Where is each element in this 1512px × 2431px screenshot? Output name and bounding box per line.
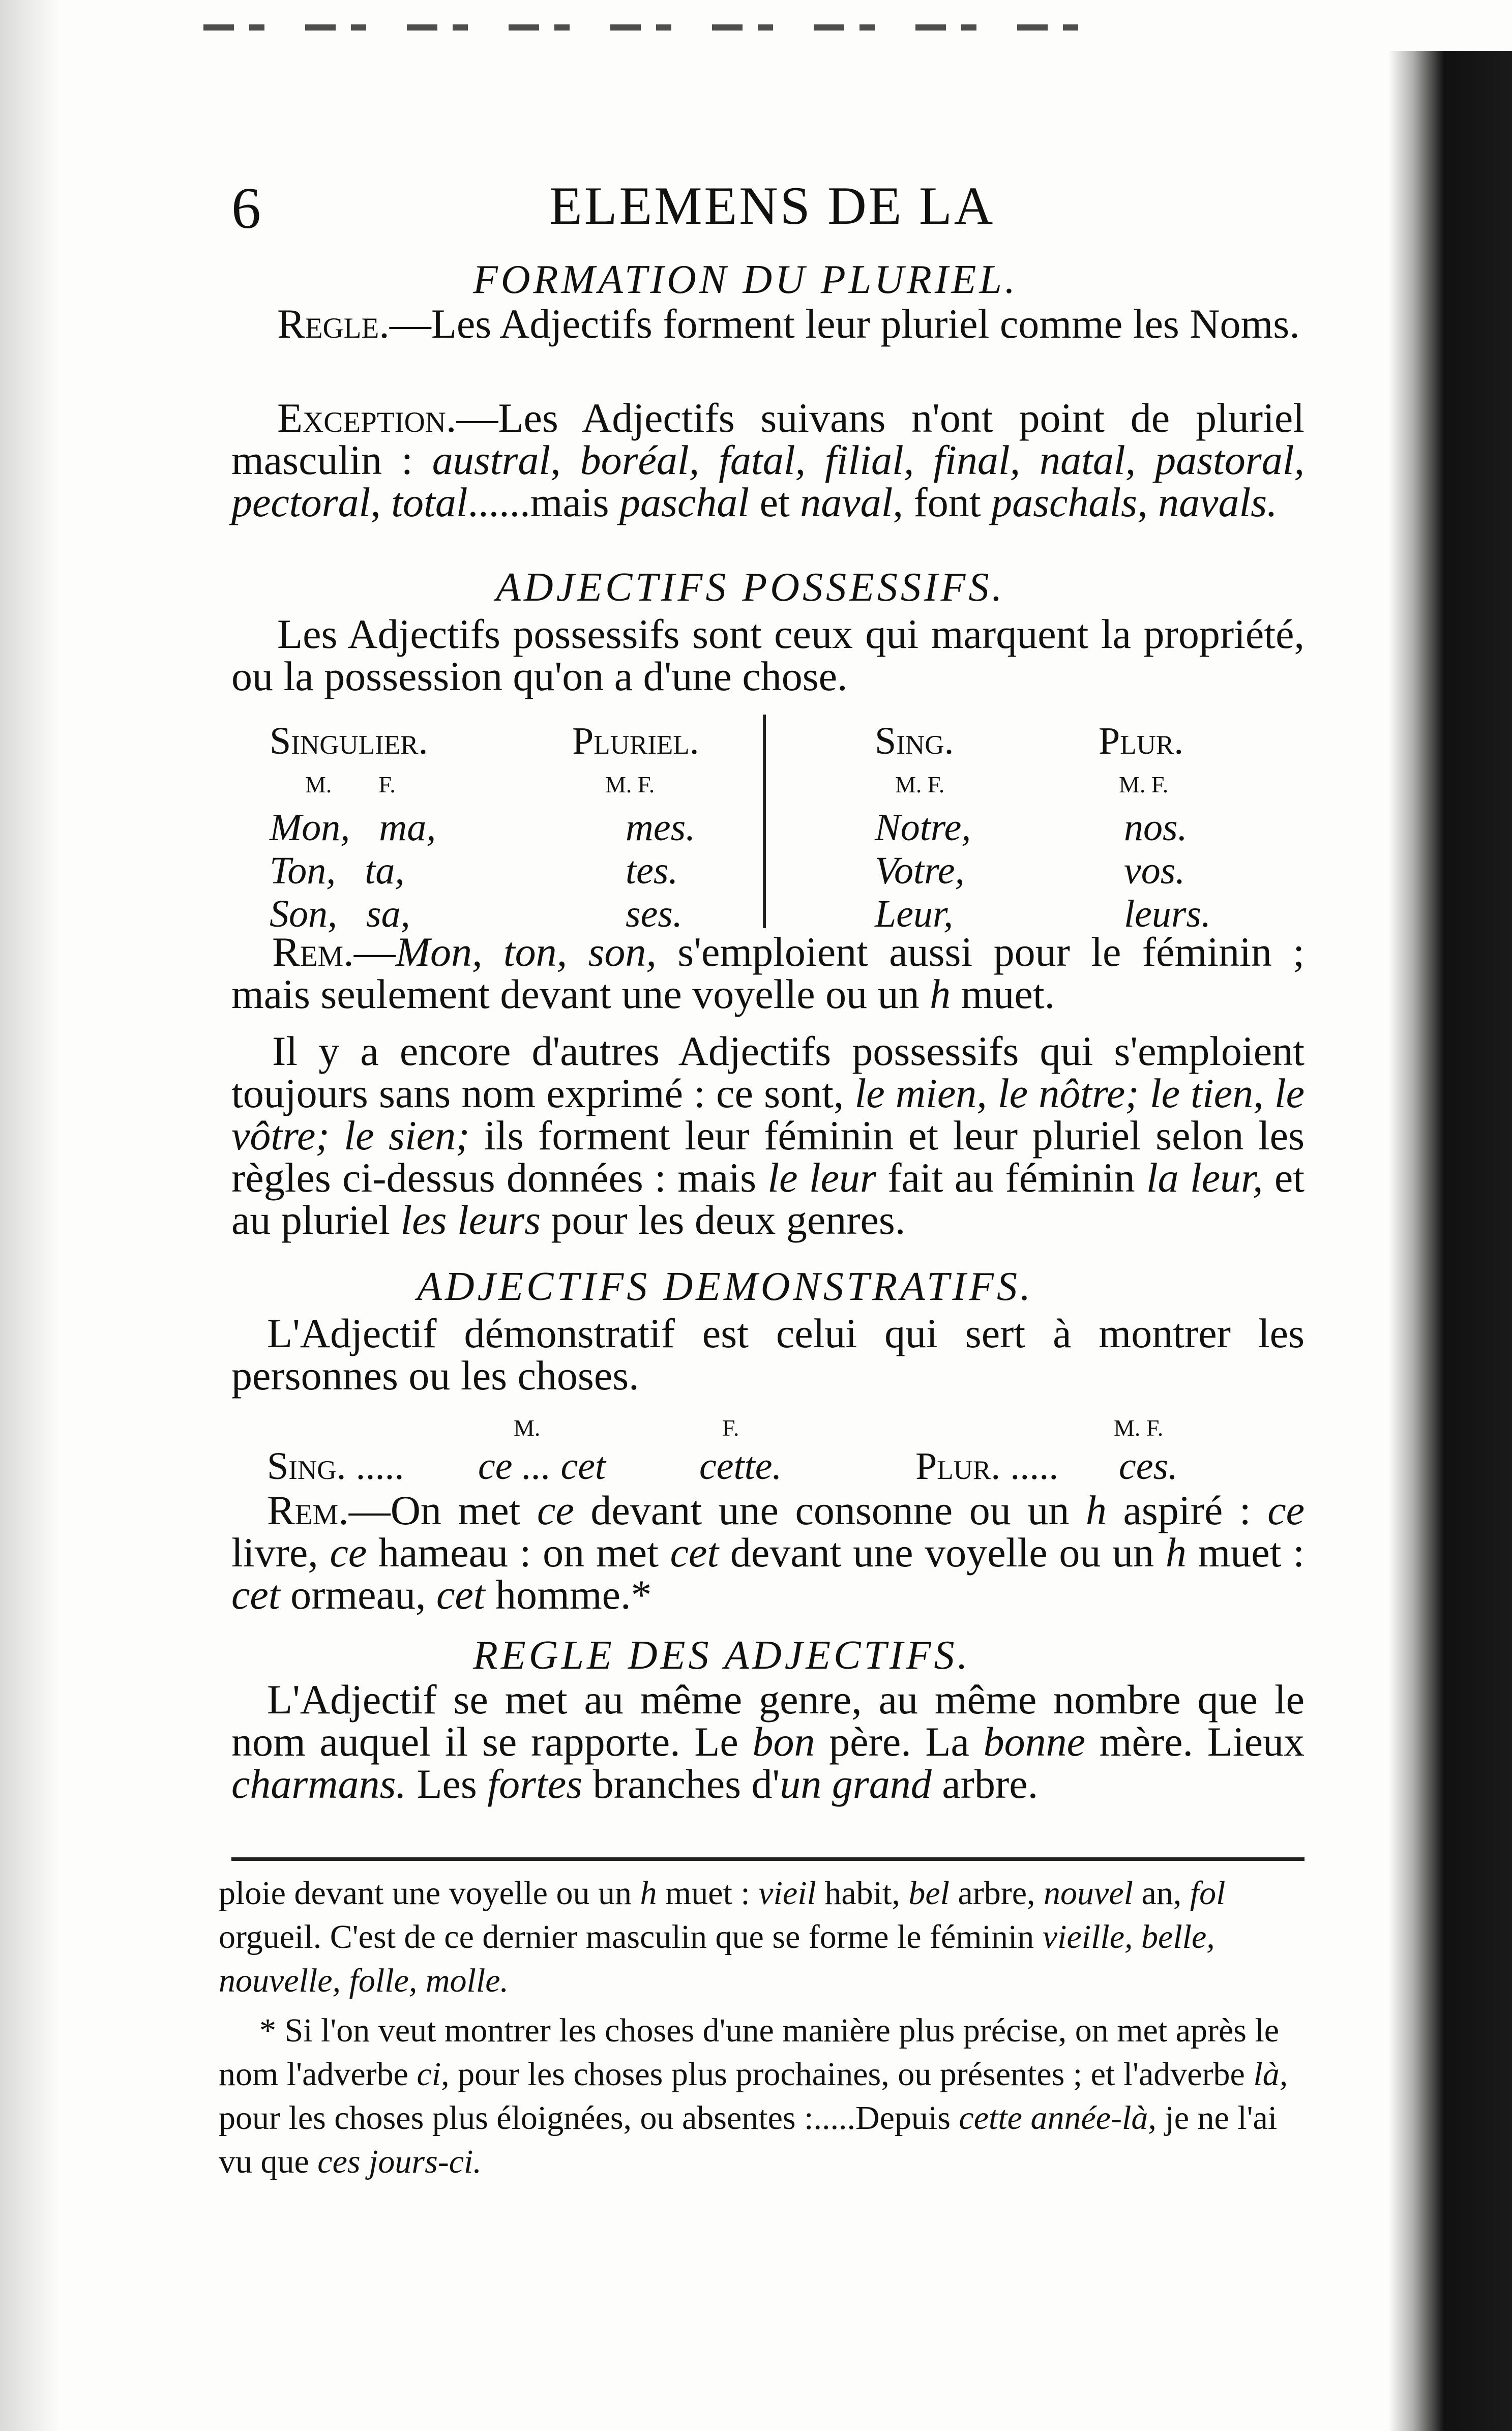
heading-adjectifs-possessifs: ADJECTIFS POSSESSIFS. xyxy=(496,565,1005,610)
table-divider xyxy=(763,715,766,928)
paragraph-regle xyxy=(231,303,1305,345)
heading-formation-pluriel: FORMATION DU PLURIEL. xyxy=(473,257,1018,302)
table-col-plur xyxy=(1099,720,1282,936)
table-sub-plur: M. F. xyxy=(1119,772,1169,797)
page-number: 6 xyxy=(231,176,261,241)
footnote-asterisk: * Si l'on veut montrer les choses d'une manière plus précise, on met après le nom l'adverbe ci, pour les choses plus prochaines, ou présentes ; et l'adverbe là, pour les choses plus éloignées, ou absentes :.....Depuis cette année-là, je ne l'ai vu que ces jours-ci. xyxy=(219,2012,1288,2180)
table-row: Notre, xyxy=(875,806,971,849)
table-row: Son, sa, xyxy=(270,893,410,935)
exception-label: Exception. xyxy=(277,395,457,441)
sub-mf: M. F. xyxy=(1114,1415,1164,1441)
table-sub-sing: M. F. xyxy=(895,772,945,797)
page-shadow-left xyxy=(0,0,61,2431)
table-row: Leur, xyxy=(875,893,954,935)
table-header-sing: Sing. xyxy=(875,720,954,762)
table-row: mes. xyxy=(626,806,696,849)
table-row: tes. xyxy=(626,849,678,892)
sing-masculin: ce ... cet xyxy=(478,1445,606,1488)
table-col-singulier xyxy=(270,720,493,936)
plur-value: ces. xyxy=(1119,1445,1178,1488)
table-header-pluriel: Pluriel. xyxy=(572,720,699,762)
table-row: leurs. xyxy=(1124,893,1211,935)
rem-label: Rem. xyxy=(272,929,354,975)
plur-label: Plur. ..... xyxy=(915,1445,1059,1488)
paragraph-exception: Exception.—Les Adjectifs suivans n'ont point de pluriel masculin : austral, boréal, fatal, filial, final, natal, pastoral, pectoral, total......mais paschal et naval, font paschals, navals. xyxy=(231,395,1305,525)
table-sub-singulier: M. F. xyxy=(305,772,396,797)
regle-text: —Les Adjectifs forment leur pluriel comme les Noms. xyxy=(389,301,1300,347)
table-header-singulier: Singulier. xyxy=(270,720,428,762)
table-row: ses. xyxy=(626,893,683,935)
sing-feminin: cette. xyxy=(699,1445,782,1488)
paragraph-demonstratifs-rem: Rem.—On met ce devant une consonne ou un h aspiré : ce livre, ce hameau : on met cet devant une voyelle ou un h muet : cet ormeau, cet homme.* xyxy=(231,1487,1305,1618)
sing-label: Sing. ..... xyxy=(267,1445,404,1488)
top-scan-artifact xyxy=(203,24,1109,31)
table-row: vos. xyxy=(1124,849,1185,892)
heading-regle-adjectifs: REGLE DES ADJECTIFS. xyxy=(473,1633,971,1678)
page-edge-right xyxy=(1388,51,1512,2431)
running-title: ELEMENS DE LA xyxy=(549,176,995,235)
regle-label: Regle. xyxy=(277,301,390,347)
heading-adjectifs-demonstratifs: ADJECTIFS DEMONSTRATIFS. xyxy=(417,1264,1034,1309)
sub-m: M. xyxy=(514,1415,541,1441)
footnote-divider xyxy=(231,1857,1305,1861)
exception-words: austral, boréal, fatal, filial, final, natal, pastoral, pectoral, total xyxy=(231,437,1305,525)
sub-f: F. xyxy=(722,1415,739,1441)
paragraph-possessifs-rem: Rem.—Mon, ton, son, s'emploient aussi pour le féminin ; mais seulement devant une voyelle ou un h muet. xyxy=(231,929,1305,1017)
footnote-continued: ploie devant une voyelle ou un h muet : vieil habit, bel arbre, nouvel an, fol orgueil. C'est de ce dernier masculin que se forme le féminin vieille, belle, nouvelle, folle, molle. xyxy=(219,1875,1226,1999)
table-sub-pluriel: M. F. xyxy=(605,772,655,797)
table-col-sing xyxy=(875,720,1058,936)
table-row: Votre, xyxy=(875,849,965,892)
table-row: Ton, ta, xyxy=(270,849,405,892)
table-row: Mon, ma, xyxy=(270,806,436,849)
paragraph-regle-adjectifs: L'Adjectif se met au même genre, au même nombre que le nom auquel il se rapporte. Le bon père. La bonne mère. Lieux charmans. Les fortes branches d'un grand arbre. xyxy=(231,1676,1305,1807)
table-row: nos. xyxy=(1124,806,1188,849)
table-col-pluriel xyxy=(572,720,755,936)
table-header-plur: Plur. xyxy=(1099,720,1184,762)
paragraph-demonstratifs-intro: L'Adjectif démonstratif est celui qui sert à montrer les personnes ou les choses. xyxy=(231,1310,1305,1399)
paragraph-possessifs-intro: Les Adjectifs possessifs sont ceux qui marquent la propriété, ou la possession qu'on a d'une chose. xyxy=(231,611,1305,699)
paragraph-possessifs-autres: Il y a encore d'autres Adjectifs possessifs qui s'emploient toujours sans nom exprimé : ce sont, le mien, le nôtre; le tien, le vôtre; le sien; ils forment leur féminin et leur pluriel selon les règles ci-dessus données : mais le leur fait au féminin la leur, et au pluriel les leurs pour les deux genres. xyxy=(231,1028,1305,1243)
